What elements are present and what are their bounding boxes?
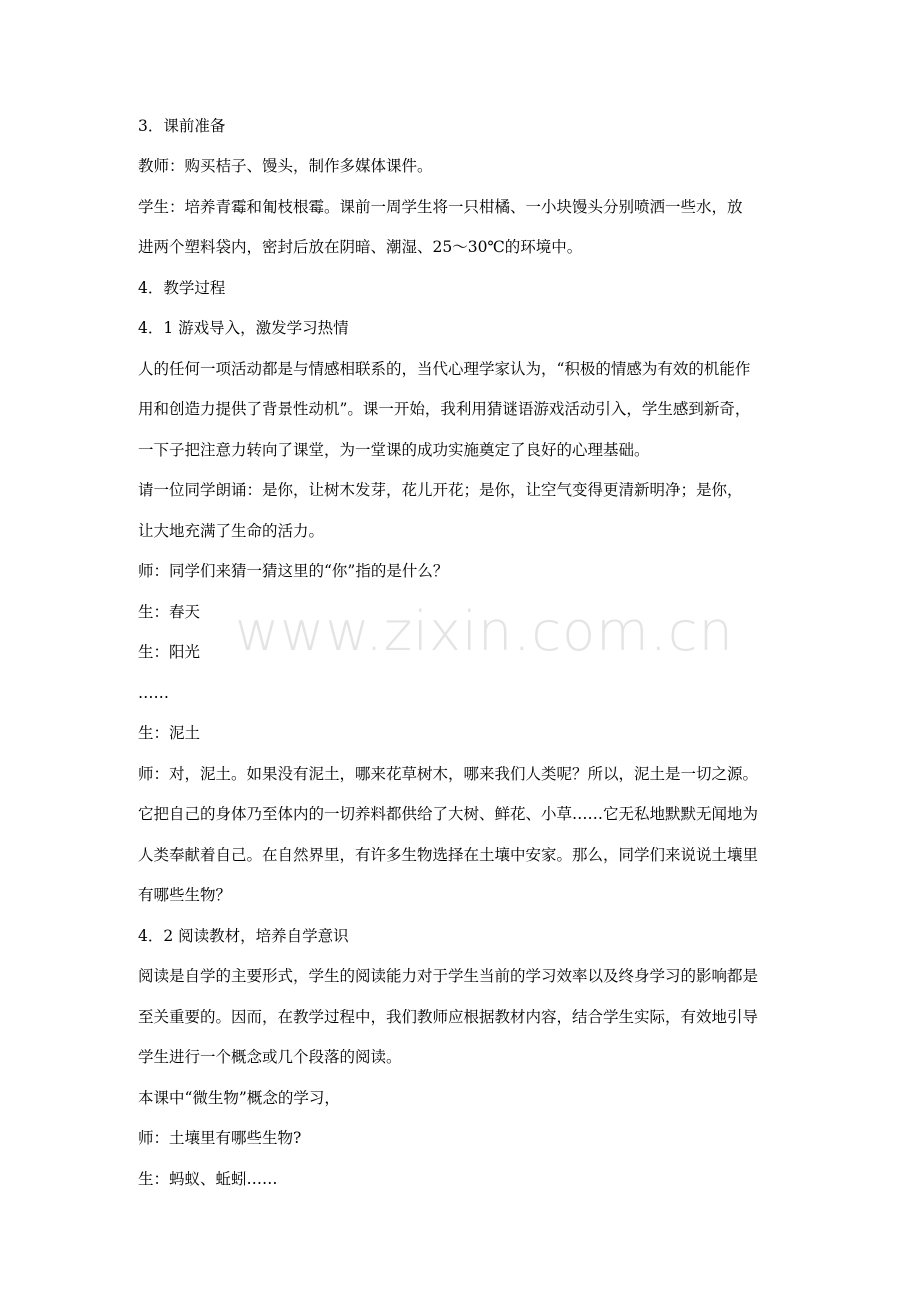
text-line: 至关重要的。因而，在教学过程中，我们教师应根据教材内容，结合学生实际，有效地引导 [138, 1008, 759, 1026]
text-line: 一下子把注意力转向了课堂，为一堂课的成功实施奠定了良好的心理基础。 [138, 441, 650, 459]
text-line: 有哪些生物？ [138, 886, 232, 904]
text-line: 学生进行一个概念或几个段落的阅读。 [138, 1048, 402, 1066]
text-line: 学生：培养青霉和匍枝根霉。课前一周学生将一只柑橘、一小块馒头分别喷洒一些水，放 [138, 198, 743, 216]
text-line: …… [138, 684, 169, 702]
text-line: 本课中“微生物”概念的学习， [138, 1089, 340, 1107]
text-line: 3．课前准备 [138, 117, 226, 135]
text-line: 阅读是自学的主要形式，学生的阅读能力对于学生当前的学习效率以及终身学习的影响都是 [138, 967, 759, 985]
watermark: www.zixin.com.cn [235, 600, 734, 663]
text-line: 4．2 阅读教材，培养自学意识 [138, 927, 349, 945]
text-line: 用和创造力提供了背景性动机”。课一开始，我利用猜谜语游戏活动引入，学生感到新奇， [138, 400, 751, 418]
text-line: 人的任何一项活动都是与情感相联系的，当代心理学家认为，“积极的情感为有效的机能作 [138, 360, 751, 378]
text-line: 师：对，泥土。如果没有泥土，哪来花草树木，哪来我们人类呢？所以，泥土是一切之源。 [138, 765, 759, 783]
text-line: 生：春天 [138, 603, 201, 621]
text-line: 师：土壤里有哪些生物? [138, 1129, 302, 1147]
text-line: 它把自己的身体乃至体内的一切养料都供给了大树、鲜花、小草……它无私地默默无闻地为 [138, 805, 759, 823]
text-line: 师：同学们来猜一猜这里的“你”指的是什么？ [138, 562, 449, 580]
text-line: 人类奉献着自己。在自然界里，有许多生物选择在土壤中安家。那么，同学们来说说土壤里 [138, 846, 759, 864]
text-line: 生：泥土 [138, 724, 201, 742]
text-line: 让大地充满了生命的活力。 [138, 522, 325, 540]
text-line: 生：蚂蚁、蚯蚓…… [138, 1170, 278, 1188]
text-line: 进两个塑料袋内，密封后放在阴暗、潮湿、25～30℃的环境中。 [138, 238, 583, 256]
text-line: 生：阳光 [138, 643, 201, 661]
text-line: 4．1 游戏导入，激发学习热情 [138, 319, 349, 337]
text-line: 教师：购买桔子、馒头，制作多媒体课件。 [138, 157, 433, 175]
text-line: 4．教学过程 [138, 279, 226, 297]
text-line: 请一位同学朗诵：是你，让树木发芽，花儿开花；是你，让空气变得更清新明净；是你， [138, 481, 743, 499]
